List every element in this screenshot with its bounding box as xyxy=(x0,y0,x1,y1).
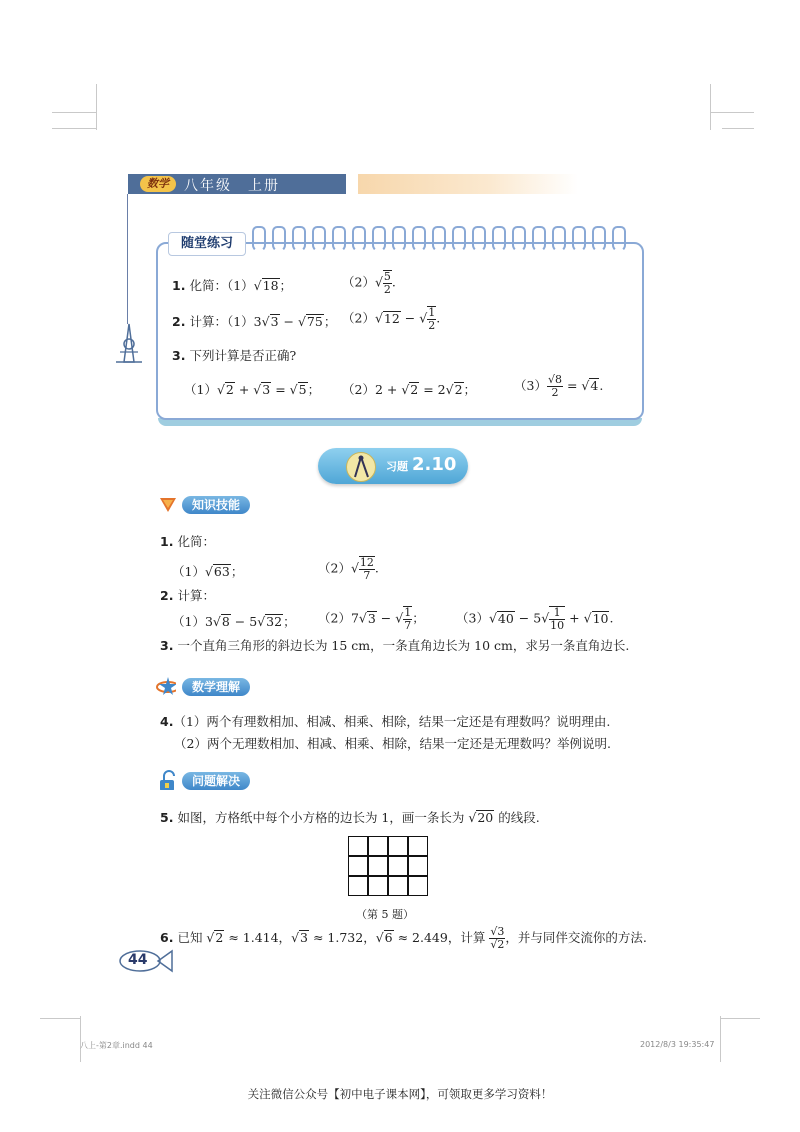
crop-mark xyxy=(40,1018,80,1019)
exercise-3: 3. 一个直角三角形的斜边长为 15 cm，一条直角边长为 10 cm，求另一条直角边长. xyxy=(160,638,630,653)
spiral-ring xyxy=(572,226,586,252)
practice-question-2: 2. 计算：（1）3√3 − √75； xyxy=(172,314,337,329)
footer-timestamp: 2012/8/3 19:35:47 xyxy=(640,1040,715,1049)
book-title: 八年级 上册 xyxy=(184,178,280,194)
compass-icon xyxy=(346,452,376,482)
spiral-ring xyxy=(512,226,526,252)
crop-mark xyxy=(720,1016,721,1062)
practice-question-3: 3. 下列计算是否正确? xyxy=(172,348,297,363)
spiral-ring xyxy=(452,226,466,252)
spiral-ring xyxy=(392,226,406,252)
spiral-ring xyxy=(412,226,426,252)
exercise-4-line2: （2）两个无理数相加、相减、相乘、相除，结果一定还是无理数吗？举例说明. xyxy=(174,736,611,751)
spiral-ring xyxy=(492,226,506,252)
bottom-note: 关注微信公众号【初中电子课本网】，可领取更多学习资料！ xyxy=(247,1087,553,1101)
crop-mark xyxy=(710,112,754,113)
practice-title: 随堂练习 xyxy=(168,232,246,256)
crop-mark xyxy=(52,128,96,129)
practice-question-1: 1. 化简：（1）√18； xyxy=(172,278,293,293)
practice-question-3a: （1）√2 + √3 = √5； xyxy=(184,382,321,397)
spiral-ring xyxy=(372,226,386,252)
spiral-ring xyxy=(272,226,286,252)
section-understanding: 数学理解 xyxy=(182,678,250,696)
spiral-ring xyxy=(472,226,486,252)
spiral-ring xyxy=(532,226,546,252)
crop-mark xyxy=(720,1018,760,1019)
exercise-2: 2. 计算： xyxy=(160,588,215,603)
exercise-2a: （1）3√8 − 5√32； xyxy=(172,614,296,629)
header-decoration xyxy=(358,174,578,194)
spiral-ring xyxy=(592,226,606,252)
spiral-ring xyxy=(352,226,366,252)
star-orbit-icon xyxy=(156,676,176,696)
exercise-4-line1: 4.（1）两个有理数相加、相减、相乘、相除，结果一定还是有理数吗？说明理由. xyxy=(160,714,611,729)
margin-line xyxy=(127,194,128,324)
grid-figure xyxy=(348,836,428,896)
page-number: 44 xyxy=(128,952,148,968)
spiral-ring xyxy=(252,226,266,252)
section-skills: 知识技能 xyxy=(182,496,250,514)
spiral-ring xyxy=(432,226,446,252)
exercise-1a: （1）√63； xyxy=(172,564,244,579)
crop-mark xyxy=(96,84,97,130)
pencil-icon xyxy=(158,494,178,514)
exercise-1b: （2）√ $\frac{12}{7}$ . xyxy=(318,556,379,582)
exercise-2b: （2）7√3 − √ $\frac{1}{7}$ ； xyxy=(318,606,425,632)
crop-mark xyxy=(80,1016,81,1062)
exercise-2c: （3）√40 − 5√ $\frac{1}{10}$ + √10. xyxy=(456,606,614,632)
footer-file-info: 八上-第2章.indd 44 xyxy=(80,1041,153,1050)
spiral-ring xyxy=(612,226,626,252)
unlock-icon xyxy=(158,770,178,790)
practice-question-2b: （2）√12 − √ $\frac{1}{2}$ . xyxy=(342,306,441,332)
subject-badge: 数学 xyxy=(140,176,176,192)
tower-icon xyxy=(112,322,146,368)
practice-question-1b: （2）√ $\frac{5}{2}$ . xyxy=(342,270,396,296)
figure-caption: （第 5 题） xyxy=(356,908,414,921)
crop-mark xyxy=(710,84,711,130)
spiral-ring xyxy=(552,226,566,252)
spiral-ring xyxy=(332,226,346,252)
crop-mark xyxy=(722,128,754,129)
spiral-ring xyxy=(312,226,326,252)
practice-question-3b: （2）2 + √2 = 2√2； xyxy=(342,382,477,397)
practice-question-3c: （3） $\frac{√8}{2}$ = √4. xyxy=(514,373,604,399)
exercise-5: 5. 如图，方格纸中每个小方格的边长为 1，画一条长为 √20 的线段. xyxy=(160,810,540,825)
spiral-ring xyxy=(292,226,306,252)
exercise-6: 6. 已知 √2 ≈ 1.414，√3 ≈ 1.732，√6 ≈ 2.449，计算 $\frac{√3}{√2}$ ，并与同伴交流你的方法. xyxy=(160,925,647,951)
exercise-title: 习题 2.10 xyxy=(386,454,457,475)
crop-mark xyxy=(52,112,96,113)
section-problem-solving: 问题解决 xyxy=(182,772,250,790)
exercise-1: 1. 化简： xyxy=(160,534,215,549)
